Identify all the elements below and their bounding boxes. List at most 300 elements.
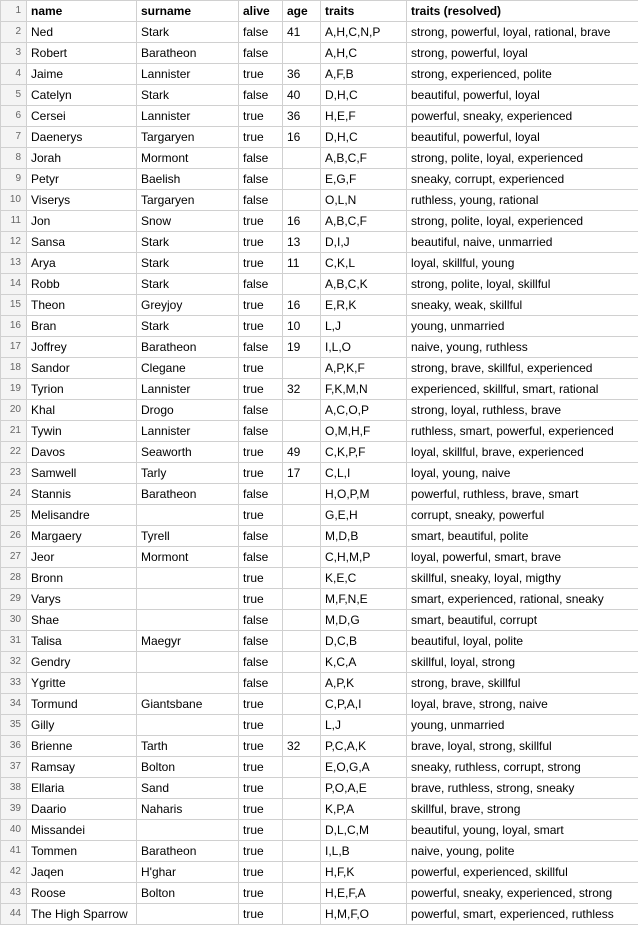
cell-traits[interactable]: P,O,A,E [321, 778, 407, 799]
cell-name[interactable]: Daario [27, 799, 137, 820]
cell-alive[interactable]: false [239, 43, 283, 64]
cell-traits[interactable]: L,J [321, 715, 407, 736]
cell-surname[interactable]: Bolton [137, 883, 239, 904]
cell-surname[interactable] [137, 505, 239, 526]
cell-traits-resolved[interactable]: brave, ruthless, strong, sneaky [407, 778, 638, 799]
cell-name[interactable]: Ygritte [27, 673, 137, 694]
cell-traits-resolved[interactable]: beautiful, powerful, loyal [407, 85, 638, 106]
cell-age[interactable] [283, 589, 321, 610]
cell-surname[interactable]: Baratheon [137, 337, 239, 358]
cell-surname[interactable] [137, 610, 239, 631]
cell-traits-resolved[interactable]: powerful, sneaky, experienced, strong [407, 883, 638, 904]
cell-traits[interactable]: I,L,B [321, 841, 407, 862]
cell-traits[interactable]: H,M,F,O [321, 904, 407, 925]
cell-alive[interactable]: true [239, 64, 283, 85]
cell-surname[interactable]: Targaryen [137, 127, 239, 148]
column-header-alive[interactable]: alive [239, 1, 283, 22]
cell-alive[interactable]: false [239, 421, 283, 442]
cell-name[interactable]: Brienne [27, 736, 137, 757]
cell-age[interactable]: 13 [283, 232, 321, 253]
cell-traits[interactable]: C,K,P,F [321, 442, 407, 463]
cell-alive[interactable]: false [239, 547, 283, 568]
cell-surname[interactable]: Baelish [137, 169, 239, 190]
row-number[interactable]: 25 [1, 505, 27, 526]
cell-name[interactable]: Roose [27, 883, 137, 904]
cell-name[interactable]: Bran [27, 316, 137, 337]
cell-surname[interactable]: Lannister [137, 379, 239, 400]
cell-name[interactable]: Theon [27, 295, 137, 316]
cell-name[interactable]: Varys [27, 589, 137, 610]
cell-alive[interactable]: true [239, 106, 283, 127]
cell-surname[interactable]: Stark [137, 232, 239, 253]
row-number[interactable]: 14 [1, 274, 27, 295]
cell-name[interactable]: Catelyn [27, 85, 137, 106]
cell-age[interactable] [283, 841, 321, 862]
cell-surname[interactable]: Sand [137, 778, 239, 799]
row-number[interactable]: 33 [1, 673, 27, 694]
row-number[interactable]: 34 [1, 694, 27, 715]
row-number[interactable]: 16 [1, 316, 27, 337]
cell-traits-resolved[interactable]: skillful, sneaky, loyal, migthy [407, 568, 638, 589]
cell-surname[interactable]: Lannister [137, 421, 239, 442]
cell-name[interactable]: Gilly [27, 715, 137, 736]
cell-alive[interactable]: true [239, 568, 283, 589]
cell-alive[interactable]: true [239, 295, 283, 316]
cell-traits[interactable]: C,K,L [321, 253, 407, 274]
cell-alive[interactable]: false [239, 631, 283, 652]
cell-age[interactable]: 19 [283, 337, 321, 358]
row-number[interactable]: 24 [1, 484, 27, 505]
row-number-header[interactable]: 1 [1, 1, 27, 22]
cell-alive[interactable]: true [239, 799, 283, 820]
cell-traits-resolved[interactable]: smart, beautiful, polite [407, 526, 638, 547]
cell-alive[interactable]: true [239, 127, 283, 148]
cell-surname[interactable]: Targaryen [137, 190, 239, 211]
cell-name[interactable]: Ellaria [27, 778, 137, 799]
cell-traits-resolved[interactable]: loyal, brave, strong, naive [407, 694, 638, 715]
row-number[interactable]: 10 [1, 190, 27, 211]
cell-age[interactable] [283, 652, 321, 673]
cell-traits-resolved[interactable]: beautiful, young, loyal, smart [407, 820, 638, 841]
row-number[interactable]: 38 [1, 778, 27, 799]
cell-traits[interactable]: A,C,O,P [321, 400, 407, 421]
cell-age[interactable] [283, 190, 321, 211]
cell-age[interactable]: 11 [283, 253, 321, 274]
cell-age[interactable] [283, 421, 321, 442]
cell-alive[interactable]: false [239, 652, 283, 673]
cell-surname[interactable] [137, 715, 239, 736]
column-header-traits-resolved[interactable]: traits (resolved) [407, 1, 638, 22]
cell-name[interactable]: The High Sparrow [27, 904, 137, 925]
cell-traits[interactable]: A,B,C,F [321, 211, 407, 232]
cell-age[interactable] [283, 358, 321, 379]
cell-age[interactable]: 16 [283, 127, 321, 148]
cell-alive[interactable]: true [239, 715, 283, 736]
cell-surname[interactable]: Stark [137, 22, 239, 43]
cell-traits-resolved[interactable]: loyal, skillful, brave, experienced [407, 442, 638, 463]
cell-traits[interactable]: D,H,C [321, 127, 407, 148]
cell-traits[interactable]: C,L,I [321, 463, 407, 484]
cell-traits[interactable]: D,H,C [321, 85, 407, 106]
cell-traits-resolved[interactable]: ruthless, young, rational [407, 190, 638, 211]
cell-surname[interactable]: Tarth [137, 736, 239, 757]
cell-alive[interactable]: true [239, 211, 283, 232]
cell-traits-resolved[interactable]: smart, beautiful, corrupt [407, 610, 638, 631]
cell-name[interactable]: Viserys [27, 190, 137, 211]
cell-age[interactable] [283, 274, 321, 295]
cell-traits[interactable]: H,O,P,M [321, 484, 407, 505]
row-number[interactable]: 2 [1, 22, 27, 43]
cell-surname[interactable] [137, 589, 239, 610]
cell-name[interactable]: Ramsay [27, 757, 137, 778]
cell-alive[interactable]: true [239, 463, 283, 484]
cell-traits[interactable]: H,E,F [321, 106, 407, 127]
cell-traits[interactable]: M,D,G [321, 610, 407, 631]
cell-traits[interactable]: A,H,C [321, 43, 407, 64]
cell-age[interactable] [283, 883, 321, 904]
cell-traits[interactable]: E,O,G,A [321, 757, 407, 778]
cell-traits-resolved[interactable]: powerful, sneaky, experienced [407, 106, 638, 127]
column-header-age[interactable]: age [283, 1, 321, 22]
row-number[interactable]: 3 [1, 43, 27, 64]
cell-name[interactable]: Petyr [27, 169, 137, 190]
cell-traits[interactable]: A,B,C,F [321, 148, 407, 169]
cell-traits-resolved[interactable]: beautiful, naive, unmarried [407, 232, 638, 253]
cell-age[interactable] [283, 526, 321, 547]
cell-name[interactable]: Davos [27, 442, 137, 463]
cell-age[interactable] [283, 169, 321, 190]
cell-surname[interactable] [137, 568, 239, 589]
row-number[interactable]: 42 [1, 862, 27, 883]
cell-surname[interactable]: Maegyr [137, 631, 239, 652]
cell-surname[interactable]: Lannister [137, 106, 239, 127]
cell-surname[interactable] [137, 652, 239, 673]
cell-traits[interactable]: I,L,O [321, 337, 407, 358]
cell-traits-resolved[interactable]: corrupt, sneaky, powerful [407, 505, 638, 526]
cell-surname[interactable]: Stark [137, 85, 239, 106]
cell-traits-resolved[interactable]: sneaky, weak, skillful [407, 295, 638, 316]
cell-traits[interactable]: M,D,B [321, 526, 407, 547]
cell-traits[interactable]: K,C,A [321, 652, 407, 673]
cell-name[interactable]: Margaery [27, 526, 137, 547]
cell-name[interactable]: Shae [27, 610, 137, 631]
cell-alive[interactable]: false [239, 22, 283, 43]
cell-traits[interactable]: G,E,H [321, 505, 407, 526]
cell-traits-resolved[interactable]: strong, brave, skillful, experienced [407, 358, 638, 379]
cell-name[interactable]: Talisa [27, 631, 137, 652]
cell-surname[interactable]: Lannister [137, 64, 239, 85]
cell-traits-resolved[interactable]: strong, polite, loyal, skillful [407, 274, 638, 295]
cell-traits[interactable]: C,H,M,P [321, 547, 407, 568]
cell-alive[interactable]: true [239, 505, 283, 526]
cell-alive[interactable]: true [239, 694, 283, 715]
row-number[interactable]: 15 [1, 295, 27, 316]
cell-name[interactable]: Samwell [27, 463, 137, 484]
cell-traits-resolved[interactable]: powerful, smart, experienced, ruthless [407, 904, 638, 925]
cell-traits-resolved[interactable]: strong, brave, skillful [407, 673, 638, 694]
cell-surname[interactable]: Giantsbane [137, 694, 239, 715]
row-number[interactable]: 11 [1, 211, 27, 232]
cell-name[interactable]: Gendry [27, 652, 137, 673]
cell-name[interactable]: Bronn [27, 568, 137, 589]
cell-name[interactable]: Robb [27, 274, 137, 295]
cell-traits[interactable]: D,C,B [321, 631, 407, 652]
cell-alive[interactable]: true [239, 883, 283, 904]
cell-alive[interactable]: false [239, 400, 283, 421]
cell-age[interactable]: 32 [283, 736, 321, 757]
cell-name[interactable]: Tyrion [27, 379, 137, 400]
cell-age[interactable]: 41 [283, 22, 321, 43]
cell-traits-resolved[interactable]: ruthless, smart, powerful, experienced [407, 421, 638, 442]
column-header-name[interactable]: name [27, 1, 137, 22]
cell-alive[interactable]: false [239, 190, 283, 211]
cell-age[interactable] [283, 904, 321, 925]
cell-age[interactable] [283, 820, 321, 841]
cell-name[interactable]: Jon [27, 211, 137, 232]
row-number[interactable]: 44 [1, 904, 27, 925]
cell-traits[interactable]: K,E,C [321, 568, 407, 589]
cell-traits[interactable]: A,F,B [321, 64, 407, 85]
cell-alive[interactable]: true [239, 757, 283, 778]
cell-surname[interactable]: Tyrell [137, 526, 239, 547]
cell-traits-resolved[interactable]: strong, polite, loyal, experienced [407, 211, 638, 232]
cell-age[interactable]: 17 [283, 463, 321, 484]
cell-age[interactable] [283, 799, 321, 820]
row-number[interactable]: 29 [1, 589, 27, 610]
cell-traits[interactable]: K,P,A [321, 799, 407, 820]
cell-traits[interactable]: O,L,N [321, 190, 407, 211]
cell-alive[interactable]: true [239, 862, 283, 883]
cell-traits[interactable]: A,B,C,K [321, 274, 407, 295]
cell-traits-resolved[interactable]: beautiful, loyal, polite [407, 631, 638, 652]
cell-name[interactable]: Arya [27, 253, 137, 274]
row-number[interactable]: 4 [1, 64, 27, 85]
cell-age[interactable] [283, 505, 321, 526]
cell-name[interactable]: Jeor [27, 547, 137, 568]
row-number[interactable]: 35 [1, 715, 27, 736]
cell-name[interactable]: Robert [27, 43, 137, 64]
cell-traits-resolved[interactable]: sneaky, ruthless, corrupt, strong [407, 757, 638, 778]
cell-surname[interactable]: Snow [137, 211, 239, 232]
cell-name[interactable]: Khal [27, 400, 137, 421]
cell-surname[interactable]: Greyjoy [137, 295, 239, 316]
cell-age[interactable] [283, 400, 321, 421]
cell-traits-resolved[interactable]: skillful, loyal, strong [407, 652, 638, 673]
cell-name[interactable]: Melisandre [27, 505, 137, 526]
cell-traits[interactable]: H,E,F,A [321, 883, 407, 904]
cell-age[interactable]: 10 [283, 316, 321, 337]
cell-alive[interactable]: false [239, 484, 283, 505]
cell-traits-resolved[interactable]: young, unmarried [407, 316, 638, 337]
cell-age[interactable] [283, 715, 321, 736]
cell-traits-resolved[interactable]: strong, powerful, loyal [407, 43, 638, 64]
cell-traits[interactable]: O,M,H,F [321, 421, 407, 442]
cell-surname[interactable]: Naharis [137, 799, 239, 820]
cell-alive[interactable]: true [239, 841, 283, 862]
row-number[interactable]: 27 [1, 547, 27, 568]
cell-alive[interactable]: true [239, 253, 283, 274]
cell-name[interactable]: Stannis [27, 484, 137, 505]
cell-name[interactable]: Sansa [27, 232, 137, 253]
cell-alive[interactable]: false [239, 610, 283, 631]
cell-traits-resolved[interactable]: loyal, skillful, young [407, 253, 638, 274]
cell-age[interactable] [283, 484, 321, 505]
row-number[interactable]: 20 [1, 400, 27, 421]
row-number[interactable]: 28 [1, 568, 27, 589]
row-number[interactable]: 41 [1, 841, 27, 862]
cell-name[interactable]: Jaime [27, 64, 137, 85]
cell-alive[interactable]: true [239, 820, 283, 841]
cell-age[interactable]: 16 [283, 211, 321, 232]
row-number[interactable]: 26 [1, 526, 27, 547]
cell-age[interactable] [283, 862, 321, 883]
cell-age[interactable] [283, 547, 321, 568]
row-number[interactable]: 21 [1, 421, 27, 442]
cell-traits[interactable]: L,J [321, 316, 407, 337]
cell-name[interactable]: Tormund [27, 694, 137, 715]
cell-traits[interactable]: A,P,K [321, 673, 407, 694]
row-number[interactable]: 31 [1, 631, 27, 652]
cell-age[interactable] [283, 778, 321, 799]
cell-age[interactable]: 32 [283, 379, 321, 400]
cell-traits-resolved[interactable]: powerful, ruthless, brave, smart [407, 484, 638, 505]
cell-alive[interactable]: false [239, 169, 283, 190]
row-number[interactable]: 5 [1, 85, 27, 106]
cell-age[interactable] [283, 148, 321, 169]
cell-age[interactable]: 36 [283, 64, 321, 85]
cell-alive[interactable]: true [239, 442, 283, 463]
cell-traits[interactable]: P,C,A,K [321, 736, 407, 757]
cell-alive[interactable]: false [239, 148, 283, 169]
cell-name[interactable]: Cersei [27, 106, 137, 127]
cell-traits-resolved[interactable]: strong, experienced, polite [407, 64, 638, 85]
cell-surname[interactable]: Bolton [137, 757, 239, 778]
cell-traits[interactable]: A,H,C,N,P [321, 22, 407, 43]
cell-name[interactable]: Joffrey [27, 337, 137, 358]
cell-name[interactable]: Ned [27, 22, 137, 43]
cell-surname[interactable] [137, 904, 239, 925]
cell-age[interactable]: 40 [283, 85, 321, 106]
cell-traits[interactable]: A,P,K,F [321, 358, 407, 379]
column-header-surname[interactable]: surname [137, 1, 239, 22]
cell-age[interactable] [283, 673, 321, 694]
cell-traits[interactable]: M,F,N,E [321, 589, 407, 610]
cell-traits-resolved[interactable]: loyal, powerful, smart, brave [407, 547, 638, 568]
cell-traits[interactable]: C,P,A,I [321, 694, 407, 715]
cell-name[interactable]: Sandor [27, 358, 137, 379]
cell-name[interactable]: Missandei [27, 820, 137, 841]
cell-traits[interactable]: H,F,K [321, 862, 407, 883]
column-header-traits[interactable]: traits [321, 1, 407, 22]
cell-alive[interactable]: true [239, 316, 283, 337]
row-number[interactable]: 9 [1, 169, 27, 190]
cell-age[interactable] [283, 43, 321, 64]
cell-age[interactable] [283, 631, 321, 652]
cell-traits[interactable]: E,G,F [321, 169, 407, 190]
cell-name[interactable]: Jorah [27, 148, 137, 169]
cell-traits-resolved[interactable]: powerful, experienced, skillful [407, 862, 638, 883]
row-number[interactable]: 8 [1, 148, 27, 169]
cell-age[interactable] [283, 610, 321, 631]
row-number[interactable]: 19 [1, 379, 27, 400]
cell-alive[interactable]: true [239, 232, 283, 253]
cell-alive[interactable]: true [239, 379, 283, 400]
cell-age[interactable]: 49 [283, 442, 321, 463]
row-number[interactable]: 6 [1, 106, 27, 127]
cell-alive[interactable]: false [239, 673, 283, 694]
cell-surname[interactable]: Seaworth [137, 442, 239, 463]
row-number[interactable]: 39 [1, 799, 27, 820]
cell-traits-resolved[interactable]: smart, experienced, rational, sneaky [407, 589, 638, 610]
cell-surname[interactable]: Baratheon [137, 484, 239, 505]
row-number[interactable]: 36 [1, 736, 27, 757]
row-number[interactable]: 43 [1, 883, 27, 904]
cell-name[interactable]: Tommen [27, 841, 137, 862]
cell-alive[interactable]: true [239, 904, 283, 925]
cell-traits[interactable]: D,I,J [321, 232, 407, 253]
cell-age[interactable]: 16 [283, 295, 321, 316]
row-number[interactable]: 23 [1, 463, 27, 484]
cell-surname[interactable]: Baratheon [137, 43, 239, 64]
cell-age[interactable] [283, 694, 321, 715]
cell-alive[interactable]: false [239, 337, 283, 358]
cell-surname[interactable]: Baratheon [137, 841, 239, 862]
cell-age[interactable] [283, 568, 321, 589]
row-number[interactable]: 37 [1, 757, 27, 778]
row-number[interactable]: 17 [1, 337, 27, 358]
cell-traits-resolved[interactable]: sneaky, corrupt, experienced [407, 169, 638, 190]
row-number[interactable]: 13 [1, 253, 27, 274]
row-number[interactable]: 18 [1, 358, 27, 379]
cell-name[interactable]: Tywin [27, 421, 137, 442]
cell-surname[interactable]: Mormont [137, 148, 239, 169]
cell-name[interactable]: Daenerys [27, 127, 137, 148]
cell-surname[interactable]: Tarly [137, 463, 239, 484]
cell-surname[interactable]: Mormont [137, 547, 239, 568]
cell-traits-resolved[interactable]: beautiful, powerful, loyal [407, 127, 638, 148]
cell-name[interactable]: Jaqen [27, 862, 137, 883]
cell-traits-resolved[interactable]: brave, loyal, strong, skillful [407, 736, 638, 757]
cell-surname[interactable]: Stark [137, 253, 239, 274]
cell-traits-resolved[interactable]: experienced, skillful, smart, rational [407, 379, 638, 400]
cell-traits-resolved[interactable]: strong, loyal, ruthless, brave [407, 400, 638, 421]
row-number[interactable]: 7 [1, 127, 27, 148]
cell-alive[interactable]: true [239, 778, 283, 799]
cell-traits[interactable]: E,R,K [321, 295, 407, 316]
cell-surname[interactable]: H'ghar [137, 862, 239, 883]
cell-surname[interactable]: Stark [137, 274, 239, 295]
cell-age[interactable]: 36 [283, 106, 321, 127]
cell-traits[interactable]: D,L,C,M [321, 820, 407, 841]
cell-alive[interactable]: false [239, 85, 283, 106]
cell-traits-resolved[interactable]: loyal, young, naive [407, 463, 638, 484]
cell-traits-resolved[interactable]: skillful, brave, strong [407, 799, 638, 820]
cell-surname[interactable] [137, 673, 239, 694]
cell-traits-resolved[interactable]: strong, polite, loyal, experienced [407, 148, 638, 169]
cell-surname[interactable]: Stark [137, 316, 239, 337]
cell-traits-resolved[interactable]: naive, young, polite [407, 841, 638, 862]
row-number[interactable]: 30 [1, 610, 27, 631]
cell-traits-resolved[interactable]: young, unmarried [407, 715, 638, 736]
row-number[interactable]: 40 [1, 820, 27, 841]
cell-age[interactable] [283, 757, 321, 778]
row-number[interactable]: 32 [1, 652, 27, 673]
cell-alive[interactable]: true [239, 736, 283, 757]
cell-alive[interactable]: false [239, 526, 283, 547]
cell-surname[interactable]: Drogo [137, 400, 239, 421]
cell-traits-resolved[interactable]: strong, powerful, loyal, rational, brave [407, 22, 638, 43]
row-number[interactable]: 22 [1, 442, 27, 463]
